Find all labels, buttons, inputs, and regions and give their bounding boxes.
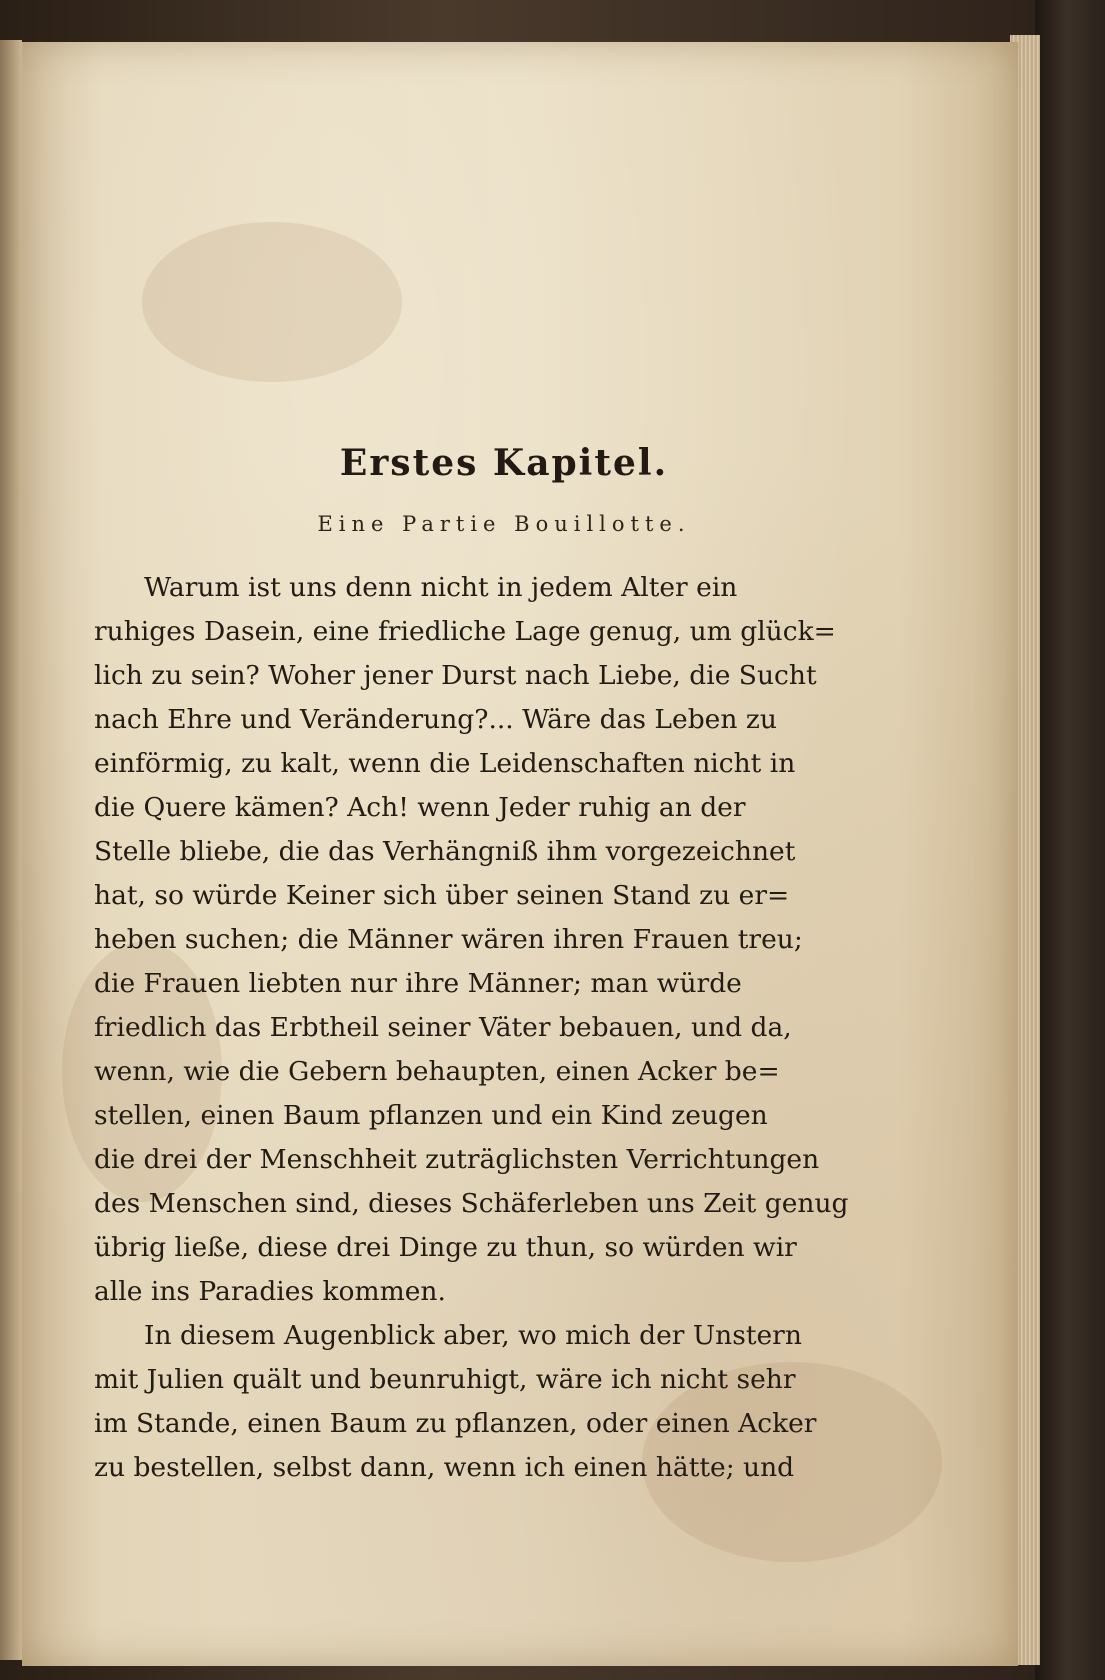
text-line: im Stande, einen Baum zu pflanzen, oder einen Acker xyxy=(94,1408,817,1439)
paper-stain xyxy=(142,222,402,382)
paragraph-2 xyxy=(94,1314,914,1490)
text-line: wenn, wie die Gebern behaupten, einen Acker be= xyxy=(94,1056,780,1087)
text-line: die Quere kämen? Ach! wenn Jeder ruhig an der xyxy=(94,792,746,823)
text-line: hat, so würde Keiner sich über seinen Stand zu er= xyxy=(94,880,790,911)
text-line: des Menschen sind, dieses Schäferleben uns Zeit genug xyxy=(94,1188,849,1219)
text-line: mit Julien quält und beunruhigt, wäre ich nicht sehr xyxy=(94,1364,796,1395)
paragraph-1 xyxy=(94,566,914,1314)
text-line: friedlich das Erbtheil seiner Väter bebauen, und da, xyxy=(94,1012,792,1043)
text-line: Stelle bliebe, die das Verhängniß ihm vorgezeichnet xyxy=(94,836,796,867)
text-line: stellen, einen Baum pflanzen und ein Kind zeugen xyxy=(94,1100,768,1131)
text-line: In diesem Augenblick aber, wo mich der Unstern xyxy=(144,1320,802,1351)
text-line: einförmig, zu kalt, wenn die Leidenschaften nicht in xyxy=(94,748,796,779)
left-page-edge xyxy=(0,40,22,1660)
text-line: zu bestellen, selbst dann, wenn ich einen hätte; und xyxy=(94,1452,795,1483)
text-line: heben suchen; die Männer wären ihren Frauen treu; xyxy=(94,924,803,955)
text-line: nach Ehre und Veränderung?... Wäre das Leben zu xyxy=(94,704,777,735)
text-line: die Frauen liebten nur ihre Männer; man würde xyxy=(94,968,742,999)
book-page xyxy=(22,42,1018,1666)
text-line: alle ins Paradies kommen. xyxy=(94,1276,446,1307)
chapter-title: Erstes Kapitel. xyxy=(339,442,669,484)
text-line: Warum ist uns denn nicht in jedem Alter ein xyxy=(144,572,738,603)
book-cover-edge xyxy=(1035,0,1105,1680)
text-line: die drei der Menschheit zuträglichsten Verrichtungen xyxy=(94,1144,820,1175)
text-line: lich zu sein? Woher jener Durst nach Liebe, die Sucht xyxy=(94,660,817,691)
chapter-subtitle: Eine Partie Bouillotte. xyxy=(317,512,691,536)
page-text xyxy=(94,442,914,1490)
text-line: ruhiges Dasein, eine friedliche Lage genug, um glück= xyxy=(94,616,836,647)
text-line: übrig ließe, diese drei Dinge zu thun, so würden wir xyxy=(94,1232,797,1263)
